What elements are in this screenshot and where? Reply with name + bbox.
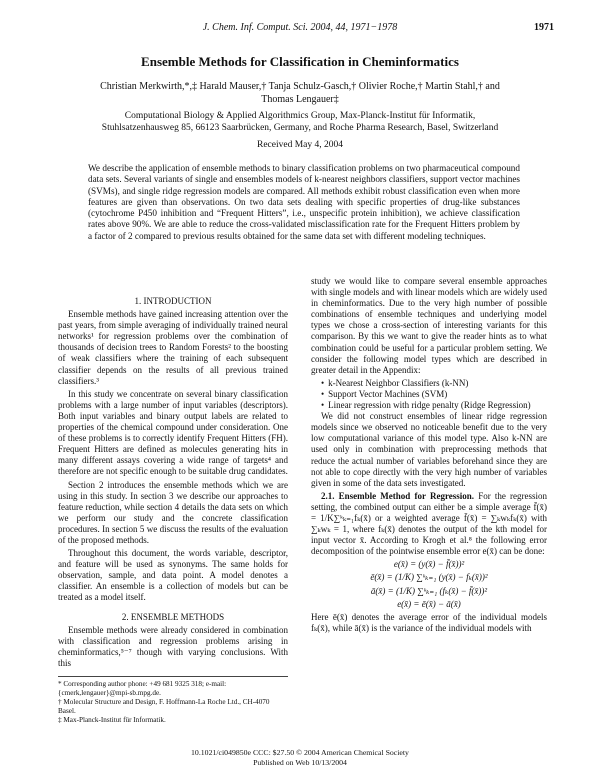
affiliation-line-2: Stuhlsatzenhausweg 85, 66123 Saarbrücken, Germany, and Roche Pharma Research, Basel, Switzerland [101, 123, 499, 133]
footnote-mpi: ‡ Max-Planck-Institut für Informatik. [58, 716, 166, 724]
paragraph-text: For the regression setting, the combined output can either be a simple average f̄(x̄) = 1/K∑ᵏₖ₌₁fₖ(x̄) or a weighted average f̄(x̄) = ∑ₖwₖfₖ(x̄) with ∑ₖwₖ = 1, where fₖ(x̄) denotes the output of the kth model for input vector x̄. According to Krogh et al.⁸ the following error decomposition of the pointwise ensemble error e(x̄) can be done: [311, 490, 547, 557]
list-item: • k-Nearest Neighbor Classifiers (k-NN) [321, 378, 547, 389]
list-item: • Linear regression with ridge penalty (Ridge Regression) [321, 400, 547, 411]
section-heading-ensemble-methods: 2. ENSEMBLE METHODS [121, 611, 225, 622]
equation: e(x̄) = ē(x̄) − ā(x̄) [397, 598, 461, 609]
footnotes [58, 676, 288, 725]
paragraph: study we would like to compare several ensemble approaches with single models and with linear models which are widely used in cheminformatics. Due to the very high number of possible combinations of ensemble techniques and underlying model types we chose a cross-section of interesting variants for this comparison. By this we want to give the reader hints as to what combination could be useful for a particular problem setting. We consider the following model types which are described in greater detail in the Appendix: [311, 276, 547, 375]
journal-citation: J. Chem. Inf. Comput. Sci. 2004, 44, 1971−1978 [202, 22, 398, 33]
received-date: Received May 4, 2004 [256, 140, 343, 150]
page-number: 1971 [534, 22, 554, 33]
equation: ē(x̄) = (1/K) ∑ᵏₖ₌₁ (y(x̄) − fₖ(x̄))² [370, 572, 488, 583]
subsection-heading: 2.1. Ensemble Method for Regression. [321, 490, 475, 501]
paragraph: Ensemble methods were already considered in combination with classification and regression problems arising in cheminformatics,⁵⁻⁷ though with varying conclusions. With this [58, 624, 288, 668]
paragraph: We did not construct ensembles of linear ridge regression models since we observed no noticeable benefit due to the very low computational variance of this model type. Also k-NN are used only in combination with preprocessing methods that reduce the actual number of variables beforehand since they are not able to cope directly with the very high number of variables given in some of the data sets investigated. [311, 411, 547, 488]
authors-line-2: Thomas Lengauer‡ [261, 94, 339, 105]
doi-line: 10.1021/ci049850e CCC: $27.50 © 2004 American Chemical Society [191, 748, 409, 757]
left-column [58, 296, 288, 671]
model-type-list [311, 378, 547, 411]
affiliations [60, 110, 540, 134]
paragraph: Section 2 introduces the ensemble methods which we are using in this study. In section 3 we describe our approaches to feature reduction, while section 4 details the data sets on which we perform our study and the concrete classification procedures. In section 5 we discuss the results of the evaluation of the proposed methods. [58, 479, 288, 545]
paragraph-regression [311, 491, 547, 558]
equation: e(x̄) = (y(x̄) − f̄(x̄))² [393, 559, 465, 570]
abstract: We describe the application of ensemble methods to binary classification problems on two pharmaceutical compound data sets. Several variants of single and ensembles models of k-nearest neighbors classifiers, support vector machines (SVMs), and single ridge regression models are compared. All methods exhibit robust classification even when more features are given than observations. On two data sets dealing with specific properties of drug-like substances (cytochrome P450 inhibition and “Frequent Hitters”, i.e., unspecific protein inhibition), we achieve classification rates above 90%. We are able to reduce the cross-validated misclassification rate for the Frequent Hitters problem by a factor of 2 compared to previous results obtained for the same data set with different modeling techniques. [88, 163, 520, 241]
footnote-corresponding-author: * Corresponding author phone: +49 681 9325 318; e-mail: {cmerk,lengauer}@mpi-sb.mpg.de. [58, 680, 227, 697]
author-list [60, 80, 540, 106]
right-column [311, 276, 547, 636]
publication-footer [0, 748, 600, 767]
paragraph: Throughout this document, the words variable, descriptor, and feature will be used as synonyms. The same holds for observation, sample, and data point. A model denotes a classifier. An ensemble is a collection of models but can be treated as a model itself. [58, 548, 288, 603]
footnote-roche: † Molecular Structure and Design, F. Hoffmann-La Roche Ltd., CH-4070 Basel. [58, 698, 270, 715]
affiliation-line-1: Computational Biology & Applied Algorithmics Group, Max-Planck-Institut für Informatik, [124, 111, 476, 121]
equation: ā(x̄) = (1/K) ∑ᵏₖ₌₁ (fₖ(x̄) − f̄(x̄))² [370, 585, 488, 596]
paragraph: Ensemble methods have gained increasing attention over the past years, from simple averaging of individually trained neural networks¹ for regression problems over the combination of thousands of decision trees to Random Forests² to the boosting of weak classifiers where the training of each subsequent classifier depends on the results of all previous trained classifiers.³ [58, 309, 288, 386]
paper-title: Ensemble Methods for Classification in Cheminformatics [141, 54, 459, 69]
list-item: • Support Vector Machines (SVM) [321, 389, 547, 400]
authors-line-1: Christian Merkwirth,*,‡ Harald Mauser,† Tanja Schulz-Gasch,† Olivier Roche,† Martin Stahl,† and [100, 81, 500, 92]
paragraph: In this study we concentrate on several binary classification problems with a large number of input variables (descriptors). Both input variables and binary output labels are related to properties of the chemical compound under consideration. One of these problems is to correctly identify Frequent Hitters (FH). Frequent Hitters are defined as molecules generating hits in many different assays covering a wide range of targets⁴ and therefore are not specific enough to be suitable drug candidates. [58, 388, 288, 477]
published-line: Published on Web 10/13/2004 [253, 757, 347, 767]
paragraph: Here ē(x̄) denotes the average error of the individual models fₖ(x̄), while ā(x̄) is the variance of the individual models with [311, 611, 547, 633]
section-heading-introduction: 1. INTRODUCTION [134, 296, 212, 306]
